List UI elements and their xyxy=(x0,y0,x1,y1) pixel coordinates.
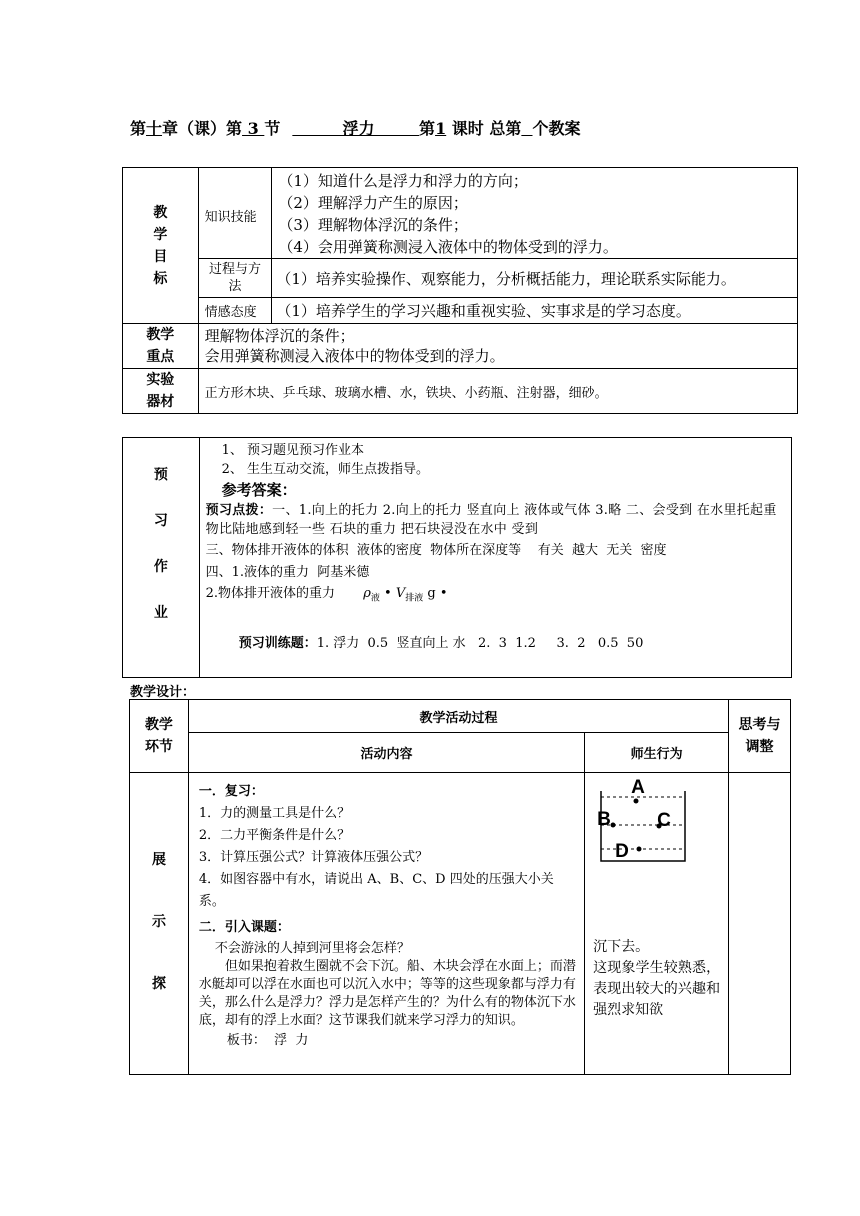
preview-tips xyxy=(206,501,783,539)
preview-label-char: 习 xyxy=(153,513,168,529)
header-text-1: 第 xyxy=(130,119,147,138)
reflect-header-line: 思考与 xyxy=(738,717,781,733)
train-label: 预习训练题： xyxy=(238,635,317,651)
knowledge-item: （4）会用弹簧称测浸入液体中的物体受到的浮力。 xyxy=(278,238,618,256)
equip-label xyxy=(123,369,199,414)
stage-char: 示 xyxy=(151,914,166,930)
review-item: 1．力的测量工具是什么？ xyxy=(198,806,351,821)
stage-header-line: 环节 xyxy=(144,739,173,755)
intro-paragraph: 不会游泳的人掉到河里将会怎样？ xyxy=(214,941,410,956)
equip-label-line: 器材 xyxy=(146,394,175,410)
knowledge-item: （3）理解物体浮沉的条件； xyxy=(278,216,468,234)
behavior-line: 这现象学生较熟悉，表现出较大的兴趣和强烈求知欲 xyxy=(593,960,721,1018)
emotion-label: 情感态度 xyxy=(198,298,272,324)
header-text-2: 章（课）第 xyxy=(162,119,243,138)
preview-line: 2.物体排开液体的重力 xyxy=(205,586,336,601)
point-d xyxy=(637,847,642,852)
lesson-header xyxy=(130,116,770,139)
review-title: 一．复习： xyxy=(198,784,264,799)
process-label: 过程与方法 xyxy=(198,259,272,298)
goals-label-char: 目 xyxy=(153,248,168,265)
preview-formula-line xyxy=(206,582,783,611)
header-lesson: 1 xyxy=(435,119,447,138)
goals-label xyxy=(123,168,199,324)
process-text: （1）培养实验操作、观察能力，分析概括能力，理论联系实际能力。 xyxy=(272,259,798,298)
header-topic: 浮力 xyxy=(292,119,420,138)
goals-label-char: 学 xyxy=(153,226,168,243)
review-item: 2．二力平衡条件是什么？ xyxy=(198,828,351,843)
label-c: C xyxy=(657,810,671,831)
intro-title: 二．引入课题： xyxy=(198,920,290,935)
knowledge-items xyxy=(272,168,798,259)
preview-training xyxy=(206,611,783,677)
reflect-header xyxy=(729,700,791,773)
board-note: 板书： 浮 力 xyxy=(226,1033,309,1048)
preview-line: 三、物体排开液体的体积 液体的密度 物体所在深度等 有关 越大 无关 密度 xyxy=(205,543,667,558)
formula xyxy=(363,586,448,604)
design-title: 教学设计： xyxy=(130,685,196,700)
formula-v: V xyxy=(395,586,406,601)
intro-paragraph: 但如果抱着救生圈就不会下沉。船、木块会浮在水面上；而潜水艇却可以浮在水面也可以沉入水中；等等的这些现象都与浮力有关，那么什么是浮力？浮力是怎样产生的？为什么有的物体沉下水底，却有的浮上水面？这节课我们就来学习浮力的知识。 xyxy=(198,959,576,1028)
preview-label-char: 作 xyxy=(153,559,168,575)
preview-line: 四、1.液体的重力 阿基米德 xyxy=(205,565,370,580)
header-text-5: 课时 总第 xyxy=(446,119,522,138)
key-label-line: 重点 xyxy=(146,349,175,365)
key-point: 理解物体浮沉的条件； xyxy=(204,327,355,345)
stage-cell xyxy=(130,773,189,1075)
answers-title: 参考答案： xyxy=(221,481,297,499)
header-text-4: 第 xyxy=(419,119,436,138)
preview-label xyxy=(123,438,200,678)
header-text-6: 个教案 xyxy=(532,119,581,138)
goals-table xyxy=(122,167,798,414)
label-d: D xyxy=(615,841,629,862)
header-chapter: 十 xyxy=(146,119,163,138)
formula-rho-sub: 液 xyxy=(370,593,380,604)
container-diagram xyxy=(593,777,693,862)
behavior-header: 师生行为 xyxy=(585,733,729,773)
review-item: 4．如图容器中有水，请说出 A、B、C、D 四处的压强大小关系。 xyxy=(198,872,554,909)
preview-label-char: 业 xyxy=(153,605,168,621)
design-table xyxy=(129,699,791,1075)
activity-content xyxy=(188,773,584,1075)
key-label xyxy=(123,324,199,369)
tips-label: 预习点拨： xyxy=(205,503,273,518)
equip-text: 正方形木块、乒乓球、玻璃水槽、水，铁块、小药瓶、注射器，细砂。 xyxy=(198,369,797,414)
header-total xyxy=(521,119,532,138)
preview-label-char: 预 xyxy=(153,467,168,483)
preview-table xyxy=(122,437,792,678)
key-point: 会用弹簧称测浸入液体中的物体受到的浮力。 xyxy=(204,347,505,365)
key-label-line: 教学 xyxy=(146,327,175,343)
equip-label-line: 实验 xyxy=(146,372,175,388)
formula-dot: • xyxy=(384,586,392,601)
formula-v-sub: 排液 xyxy=(405,593,424,604)
label-b: B xyxy=(597,809,611,830)
preview-content xyxy=(199,438,791,678)
formula-dot: • xyxy=(439,586,448,601)
key-points xyxy=(198,324,797,369)
preview-line: 2、 生生互动交流，师生点拨指导。 xyxy=(221,462,430,477)
header-text-3: 节 xyxy=(264,119,281,138)
review-item: 3．计算压强公式？计算液体压强公式？ xyxy=(198,850,429,865)
content-header: 活动内容 xyxy=(188,733,584,773)
goals-label-char: 教 xyxy=(153,204,168,221)
point-a xyxy=(634,799,639,804)
header-section: 3 xyxy=(242,119,265,138)
behavior-text xyxy=(593,937,720,1021)
process-header: 教学活动过程 xyxy=(188,700,728,733)
stage-char: 展 xyxy=(151,852,166,868)
label-a: A xyxy=(631,777,645,798)
behavior-line: 沉下去。 xyxy=(593,939,650,955)
reflect-header-line: 调整 xyxy=(745,739,774,755)
emotion-text: （1）培养学生的学习兴趣和重视实验、实事求是的学习态度。 xyxy=(272,298,798,324)
tips-text: 一、1.向上的托力 2.向上的托力 竖直向上 液体或气体 3.略 二、会受到 在水里托起重物比陆地感到轻一些 石块的重力 把石块浸没在水中 受到 xyxy=(205,503,777,537)
train-text: 1. 浮力 0.5 竖直向上 水 2. 3 1.2 3. 2 0.5 50 xyxy=(316,635,644,651)
stage-header-line: 教学 xyxy=(144,717,173,733)
point-b xyxy=(611,823,616,828)
knowledge-item: （1）知道什么是浮力和浮力的方向； xyxy=(278,172,528,190)
behavior-cell xyxy=(585,773,729,1075)
goals-label-char: 标 xyxy=(153,270,168,287)
formula-g: g xyxy=(427,586,436,601)
formula-rho: ρ xyxy=(363,586,371,601)
stage-char: 探 xyxy=(151,976,166,992)
knowledge-label: 知识技能 xyxy=(198,168,272,259)
knowledge-item: （2）理解浮力产生的原因； xyxy=(278,194,468,212)
preview-line: 1、 预习题见预习作业本 xyxy=(221,443,365,458)
reflect-cell xyxy=(729,773,791,1075)
stage-header xyxy=(130,700,189,773)
